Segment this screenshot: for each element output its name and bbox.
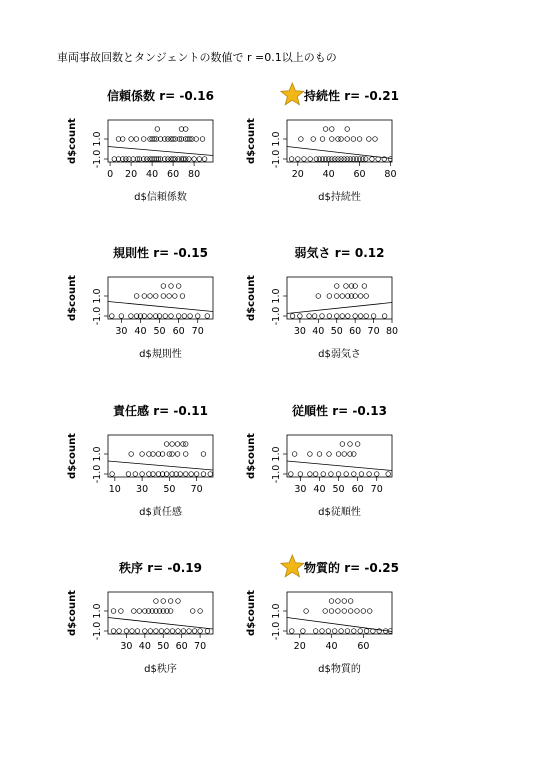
y-tick-label: 1.0 <box>92 131 103 147</box>
x-axis-label: d$責任感 <box>139 507 182 518</box>
data-point <box>167 294 172 299</box>
x-tick-label: 20 <box>291 169 304 180</box>
data-point <box>192 629 197 634</box>
data-point <box>334 314 339 319</box>
data-point <box>320 629 325 634</box>
data-point <box>327 314 332 319</box>
data-point <box>175 442 180 447</box>
data-point <box>110 472 115 477</box>
data-point <box>348 599 353 604</box>
data-point <box>342 452 347 457</box>
x-tick-label: 30 <box>293 326 306 337</box>
data-point <box>198 629 203 634</box>
data-point <box>148 629 153 634</box>
regression-line <box>108 461 213 470</box>
data-point <box>180 294 185 299</box>
y-tick-label: -1.0 <box>271 149 282 169</box>
data-point <box>190 609 195 614</box>
data-point <box>133 472 138 477</box>
data-point <box>352 629 357 634</box>
x-tick-label: 60 <box>351 484 364 495</box>
data-point <box>336 452 341 457</box>
x-tick-label: 50 <box>153 326 166 337</box>
x-tick-label: 70 <box>367 326 380 337</box>
data-point <box>202 157 207 162</box>
x-tick-label: 40 <box>146 169 159 180</box>
data-point <box>371 629 376 634</box>
data-point <box>301 629 306 634</box>
data-point <box>386 472 391 477</box>
scatter-panel-7 <box>67 560 213 675</box>
data-point <box>329 609 334 614</box>
data-point <box>183 472 188 477</box>
y-axis-label: d$count <box>67 275 78 321</box>
data-point <box>308 452 313 457</box>
data-point <box>367 472 372 477</box>
y-axis-label: d$count <box>67 590 78 636</box>
x-tick-label: 60 <box>172 326 185 337</box>
x-tick-label: 20 <box>125 169 138 180</box>
y-tick-label: -1.0 <box>92 306 103 326</box>
x-tick-label: 60 <box>167 169 180 180</box>
scatter-panel-2 <box>246 83 399 203</box>
data-point <box>110 314 115 319</box>
page-title: 車両事故回数とタンジェントの数値で r =0.1以上のもの <box>57 51 337 64</box>
x-tick-label: 20 <box>293 641 306 652</box>
data-point <box>155 127 160 132</box>
x-axis-label: d$持続性 <box>318 192 361 203</box>
y-tick-label: -1.0 <box>92 621 103 641</box>
data-point <box>195 314 200 319</box>
data-point <box>340 442 345 447</box>
x-tick-label: 60 <box>357 641 370 652</box>
data-point <box>173 294 178 299</box>
x-tick-label: 40 <box>322 169 335 180</box>
data-point <box>119 314 124 319</box>
x-axis-label: d$信頼係数 <box>134 192 187 203</box>
x-axis-label: d$秩序 <box>144 664 177 675</box>
data-point <box>345 629 350 634</box>
x-tick-label: 60 <box>175 641 188 652</box>
data-point <box>188 314 193 319</box>
data-point <box>189 472 194 477</box>
x-tick-label: 70 <box>370 484 383 495</box>
data-point <box>299 137 304 142</box>
x-tick-label: 50 <box>157 641 170 652</box>
data-point <box>111 609 116 614</box>
plot-frame <box>108 277 213 319</box>
data-point <box>192 157 197 162</box>
data-point <box>344 472 349 477</box>
data-point <box>111 629 116 634</box>
data-point <box>126 472 131 477</box>
data-point <box>316 294 321 299</box>
data-point <box>198 609 203 614</box>
data-point <box>329 127 334 132</box>
data-point <box>327 294 332 299</box>
data-point <box>313 629 318 634</box>
data-point <box>320 314 325 319</box>
data-point <box>292 452 297 457</box>
plot-data <box>287 599 393 634</box>
regression-line <box>108 302 213 312</box>
data-point <box>336 599 341 604</box>
x-tick-label: 10 <box>108 484 121 495</box>
data-point <box>364 314 369 319</box>
data-point <box>336 472 341 477</box>
x-axis-label: d$規則性 <box>139 349 182 360</box>
data-point <box>170 629 175 634</box>
x-tick-label: 30 <box>136 484 149 495</box>
data-point <box>308 157 313 162</box>
panel-title: 規則性 r= -0.15 <box>113 246 208 260</box>
y-tick-label: 1.0 <box>271 288 282 304</box>
x-tick-label: 60 <box>353 169 366 180</box>
scatter-panel-8 <box>246 555 399 675</box>
data-point <box>340 294 345 299</box>
data-point <box>304 609 309 614</box>
data-point <box>362 284 367 289</box>
data-point <box>289 629 294 634</box>
data-point <box>197 157 202 162</box>
regression-line <box>108 147 213 156</box>
data-point <box>176 314 181 319</box>
data-point <box>342 599 347 604</box>
data-point <box>363 157 368 162</box>
data-point <box>205 314 210 319</box>
data-point <box>351 137 356 142</box>
data-point <box>170 452 175 457</box>
x-tick-label: 50 <box>332 484 345 495</box>
x-axis-label: d$弱気さ <box>318 349 361 360</box>
data-point <box>336 609 341 614</box>
data-point <box>342 609 347 614</box>
panel-title: 物質的 r= -0.25 <box>304 561 399 575</box>
data-point <box>129 314 134 319</box>
data-point <box>129 452 134 457</box>
data-point <box>364 629 369 634</box>
y-tick-label: -1.0 <box>92 464 103 484</box>
data-point <box>148 314 153 319</box>
data-point <box>134 294 139 299</box>
y-tick-label: 1.0 <box>271 446 282 462</box>
data-point <box>170 442 175 447</box>
data-point <box>353 314 358 319</box>
y-tick-label: -1.0 <box>271 464 282 484</box>
data-point <box>153 294 158 299</box>
data-point <box>323 127 328 132</box>
data-point <box>200 137 205 142</box>
y-tick-label: -1.0 <box>271 621 282 641</box>
y-tick-label: 1.0 <box>92 603 103 619</box>
y-tick-label: -1.0 <box>92 149 103 169</box>
data-point <box>163 314 168 319</box>
data-point <box>289 472 294 477</box>
scatter-panel-1 <box>67 88 214 203</box>
data-point <box>302 157 307 162</box>
data-point <box>326 629 331 634</box>
data-point <box>329 137 334 142</box>
data-point <box>323 609 328 614</box>
data-point <box>357 137 362 142</box>
x-tick-label: 80 <box>385 326 399 337</box>
data-point <box>117 629 122 634</box>
data-point <box>358 629 363 634</box>
data-point <box>143 629 148 634</box>
x-tick-label: 40 <box>325 641 338 652</box>
star-icon <box>281 83 304 105</box>
data-point <box>367 609 372 614</box>
data-point <box>182 314 187 319</box>
data-point <box>296 157 301 162</box>
y-axis-label: d$count <box>246 590 257 636</box>
x-tick-label: 0 <box>107 169 114 180</box>
data-point <box>187 157 192 162</box>
x-tick-label: 70 <box>194 641 207 652</box>
data-point <box>175 452 180 457</box>
data-point <box>339 629 344 634</box>
data-point <box>290 314 295 319</box>
data-point <box>201 452 206 457</box>
data-point <box>308 472 313 477</box>
x-tick-label: 60 <box>349 326 362 337</box>
scatter-panel-5 <box>67 403 213 518</box>
data-point <box>187 629 192 634</box>
data-point <box>164 442 169 447</box>
data-point <box>367 137 372 142</box>
x-tick-label: 80 <box>384 169 397 180</box>
data-point <box>140 472 145 477</box>
data-point <box>348 442 353 447</box>
data-point <box>345 137 350 142</box>
y-axis-label: d$count <box>67 433 78 479</box>
plot-frame <box>108 435 213 477</box>
data-point <box>140 452 145 457</box>
data-point <box>352 472 357 477</box>
panel-title: 弱気さ r= 0.12 <box>294 246 385 260</box>
x-axis-label: d$従順性 <box>318 507 361 518</box>
plot-frame <box>287 277 392 319</box>
x-tick-label: 40 <box>312 326 325 337</box>
data-point <box>374 472 379 477</box>
scatter-panel-3 <box>67 245 213 360</box>
y-tick-label: 1.0 <box>271 131 282 147</box>
x-tick-label: 30 <box>120 641 133 652</box>
data-point <box>154 629 159 634</box>
data-point <box>345 127 350 132</box>
x-tick-label: 30 <box>115 326 128 337</box>
x-tick-label: 30 <box>294 484 307 495</box>
data-point <box>142 294 147 299</box>
data-point <box>148 294 153 299</box>
data-point <box>358 314 363 319</box>
data-point <box>327 452 332 457</box>
y-tick-label: 1.0 <box>92 446 103 462</box>
x-tick-label: 50 <box>163 484 176 495</box>
data-point <box>168 599 173 604</box>
panel-title: 従順性 r= -0.13 <box>292 404 387 418</box>
data-point <box>161 284 166 289</box>
data-point <box>154 599 159 604</box>
data-point <box>183 442 188 447</box>
data-point <box>208 472 213 477</box>
y-axis-label: d$count <box>67 118 78 164</box>
data-point <box>312 314 317 319</box>
data-point <box>329 472 334 477</box>
data-point <box>159 629 164 634</box>
data-point <box>169 284 174 289</box>
x-axis-label: d$物質的 <box>318 664 361 675</box>
data-point <box>130 629 135 634</box>
plot-data <box>108 442 213 477</box>
data-point <box>376 157 381 162</box>
regression-line <box>287 461 392 471</box>
data-point <box>298 314 303 319</box>
data-point <box>358 294 363 299</box>
scatter-panel-4 <box>246 245 398 360</box>
data-point <box>320 137 325 142</box>
data-point <box>129 137 134 142</box>
data-point <box>137 609 142 614</box>
data-point <box>131 609 136 614</box>
data-point <box>124 629 129 634</box>
y-tick-label: -1.0 <box>271 306 282 326</box>
x-tick-label: 50 <box>330 326 343 337</box>
data-point <box>321 472 326 477</box>
data-point <box>329 599 334 604</box>
data-point <box>161 599 166 604</box>
data-point <box>355 442 360 447</box>
data-point <box>181 629 186 634</box>
x-tick-label: 70 <box>190 484 203 495</box>
regression-line <box>108 618 213 630</box>
data-point <box>359 472 364 477</box>
data-point <box>339 137 344 142</box>
data-point <box>169 314 174 319</box>
plot-data <box>108 284 213 319</box>
data-point <box>311 137 316 142</box>
data-point <box>332 629 337 634</box>
plot-data <box>287 127 393 162</box>
data-point <box>176 284 181 289</box>
data-point <box>205 629 210 634</box>
data-point <box>348 609 353 614</box>
data-point <box>377 629 382 634</box>
data-point <box>370 157 375 162</box>
data-point <box>135 629 140 634</box>
data-point <box>161 294 166 299</box>
data-point <box>334 294 339 299</box>
plot-data <box>287 284 392 319</box>
x-tick-label: 40 <box>138 641 151 652</box>
data-point <box>373 137 378 142</box>
plot-data <box>287 442 392 477</box>
data-point <box>344 284 349 289</box>
data-point <box>165 629 170 634</box>
data-point <box>176 599 181 604</box>
data-point <box>201 472 206 477</box>
data-point <box>313 472 318 477</box>
plot-data <box>108 127 213 162</box>
data-point <box>317 452 322 457</box>
data-point <box>340 314 345 319</box>
data-point <box>345 314 350 319</box>
plot-data <box>108 599 213 634</box>
data-point <box>307 314 312 319</box>
data-point <box>134 137 139 142</box>
data-point <box>334 284 339 289</box>
data-point <box>119 609 124 614</box>
x-tick-label: 70 <box>191 326 204 337</box>
data-point <box>382 314 387 319</box>
x-tick-label: 40 <box>134 326 147 337</box>
data-point <box>355 609 360 614</box>
y-axis-label: d$count <box>246 275 257 321</box>
panel-title: 責任感 r= -0.11 <box>113 404 208 418</box>
data-point <box>183 452 188 457</box>
data-point <box>176 629 181 634</box>
data-point <box>141 137 146 142</box>
regression-line <box>287 303 392 314</box>
x-tick-label: 80 <box>188 169 201 180</box>
data-point <box>298 472 303 477</box>
data-point <box>194 472 199 477</box>
y-axis-label: d$count <box>246 433 257 479</box>
data-point <box>361 609 366 614</box>
panel-title: 信頼係数 r= -0.16 <box>107 89 214 103</box>
data-point <box>364 294 369 299</box>
data-point <box>371 314 376 319</box>
y-tick-label: 1.0 <box>271 603 282 619</box>
scatter-panel-6 <box>246 403 392 518</box>
panel-title: 秩序 r= -0.19 <box>119 561 202 575</box>
star-icon <box>281 555 304 577</box>
panel-title: 持続性 r= -0.21 <box>304 89 399 103</box>
y-tick-label: 1.0 <box>92 288 103 304</box>
y-axis-label: d$count <box>246 118 257 164</box>
data-point <box>289 157 294 162</box>
x-tick-label: 40 <box>313 484 326 495</box>
